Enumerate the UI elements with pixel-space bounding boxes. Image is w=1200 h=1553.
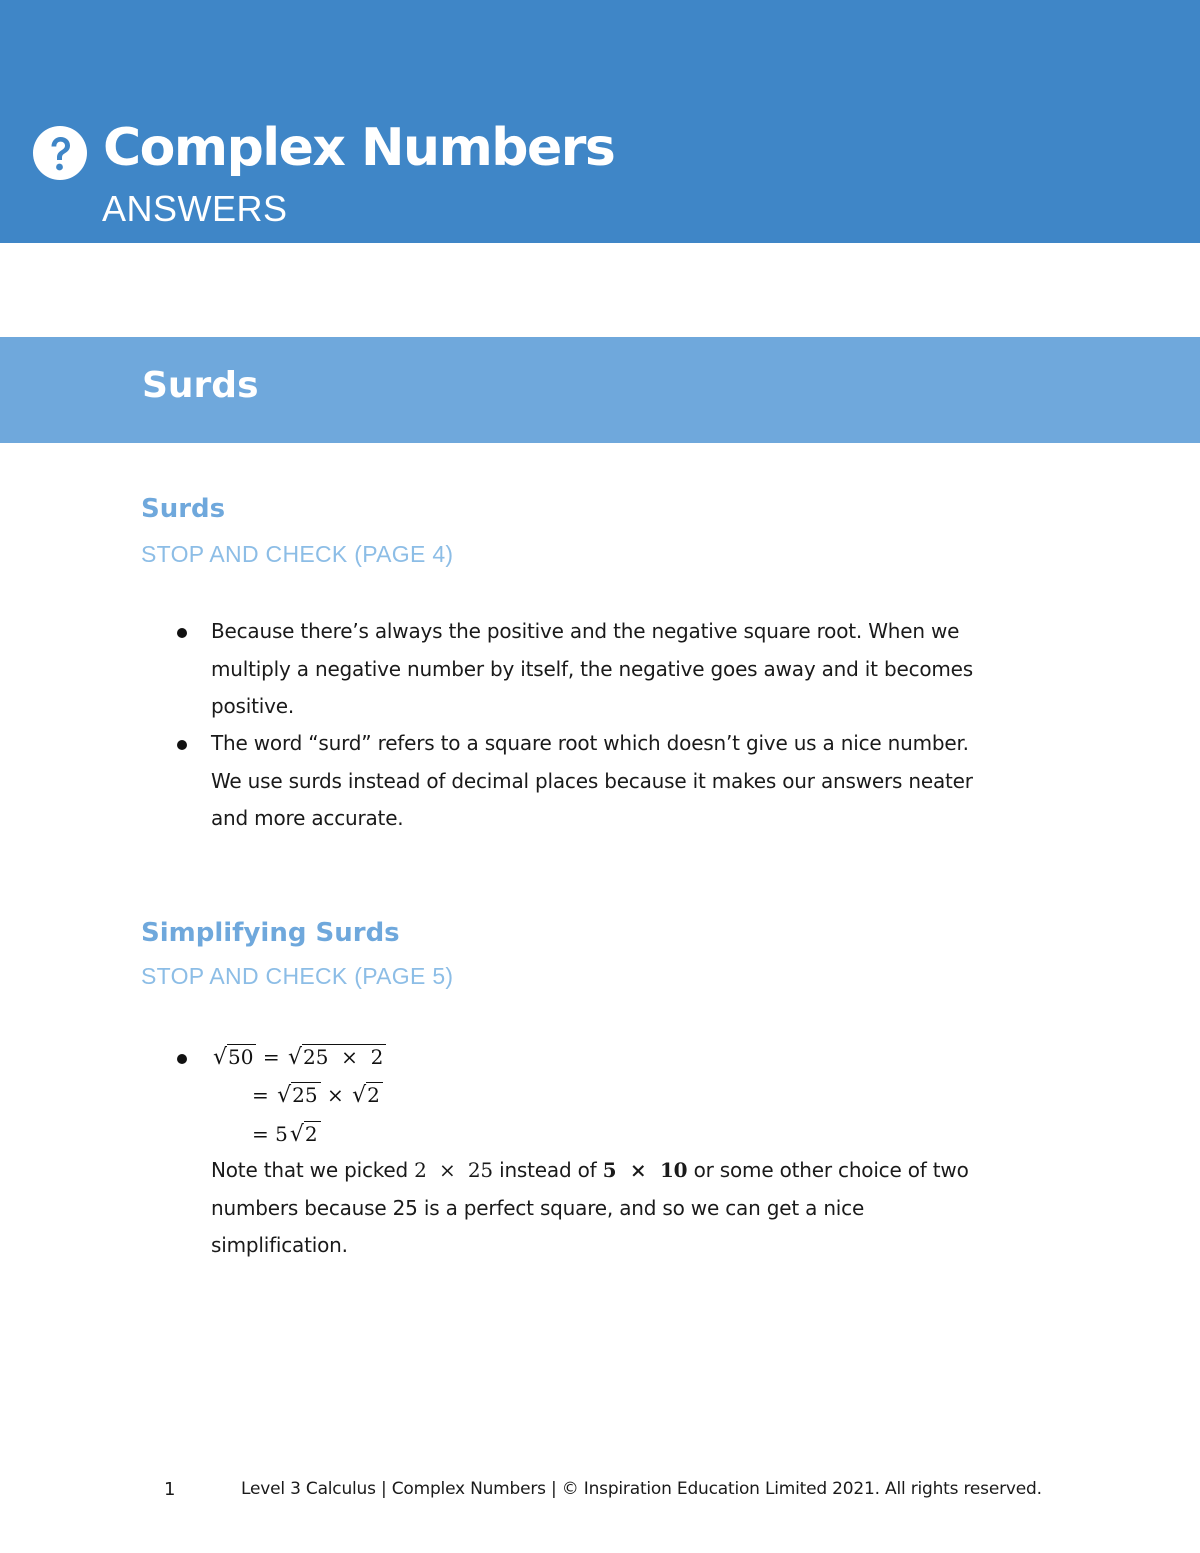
bullet-marker	[177, 1054, 187, 1064]
bullet-marker	[177, 740, 187, 750]
bullet-marker	[177, 628, 187, 638]
square-root: √50	[211, 1043, 256, 1072]
equals-sign: =	[252, 1083, 269, 1107]
topic-subheading-surds: STOP AND CHECK (PAGE 4)	[141, 541, 454, 567]
text-line: Because there’s always the positive and the negative square root. When we	[211, 619, 960, 643]
text-line: We use surds instead of decimal places because it makes our answers neater	[211, 768, 973, 793]
document-title: Complex Numbers	[103, 118, 615, 178]
topic-heading-simplifying-surds: Simplifying Surds	[141, 918, 400, 948]
document-subtitle: ANSWERS	[102, 188, 288, 229]
text-line: numbers because 25 is a perfect square, and so we can get a nice	[211, 1195, 865, 1220]
math-equation-line-2	[252, 1081, 383, 1110]
footer-text: Level 3 Calculus | Complex Numbers | © Inspiration Education Limited 2021. All rights reserved.	[241, 1479, 1042, 1499]
radicand: 2	[304, 1121, 321, 1146]
times-sign: ×	[326, 1083, 344, 1107]
text-line	[211, 1152, 1071, 1190]
text-line: multiply a negative number by itself, the negative goes away and it becomes	[211, 656, 974, 681]
text-line: positive.	[211, 694, 295, 718]
note-part: or some other choice of two	[687, 1158, 969, 1182]
note-expression: 5 × 10	[602, 1158, 688, 1182]
radicand: 25	[291, 1082, 320, 1107]
square-root: √25 × 2	[286, 1043, 386, 1072]
equals-sign: =	[262, 1045, 280, 1069]
topic-heading-surds: Surds	[141, 494, 226, 524]
radicand: 25 × 2	[302, 1044, 386, 1069]
bullet-text	[211, 725, 1071, 838]
question-circle-icon	[32, 125, 88, 181]
square-root: √2	[350, 1081, 383, 1110]
math-equation-line-1	[211, 1043, 386, 1072]
radicand: 2	[366, 1082, 383, 1107]
section-title: Surds	[142, 365, 259, 406]
text-line: simplification.	[211, 1233, 348, 1257]
square-root: √25	[275, 1081, 320, 1110]
square-root: √2	[288, 1120, 321, 1149]
text-line: The word “surd” refers to a square root which doesn’t give us a nice number.	[211, 731, 969, 755]
coefficient: 5	[275, 1122, 288, 1146]
math-equation-line-3	[252, 1120, 321, 1149]
page-number: 1	[164, 1479, 176, 1500]
note-part: instead of	[492, 1158, 603, 1182]
text-line: and more accurate.	[211, 806, 404, 830]
header-band	[0, 0, 1200, 243]
note-part: Note that we picked	[211, 1158, 415, 1182]
note-expression: 2 × 25	[414, 1158, 493, 1182]
equals-sign: =	[252, 1122, 269, 1146]
note-text	[211, 1152, 1071, 1265]
radicand: 50	[227, 1044, 256, 1069]
topic-subheading-simplifying-surds: STOP AND CHECK (PAGE 5)	[141, 963, 454, 989]
bullet-text	[211, 613, 1071, 726]
